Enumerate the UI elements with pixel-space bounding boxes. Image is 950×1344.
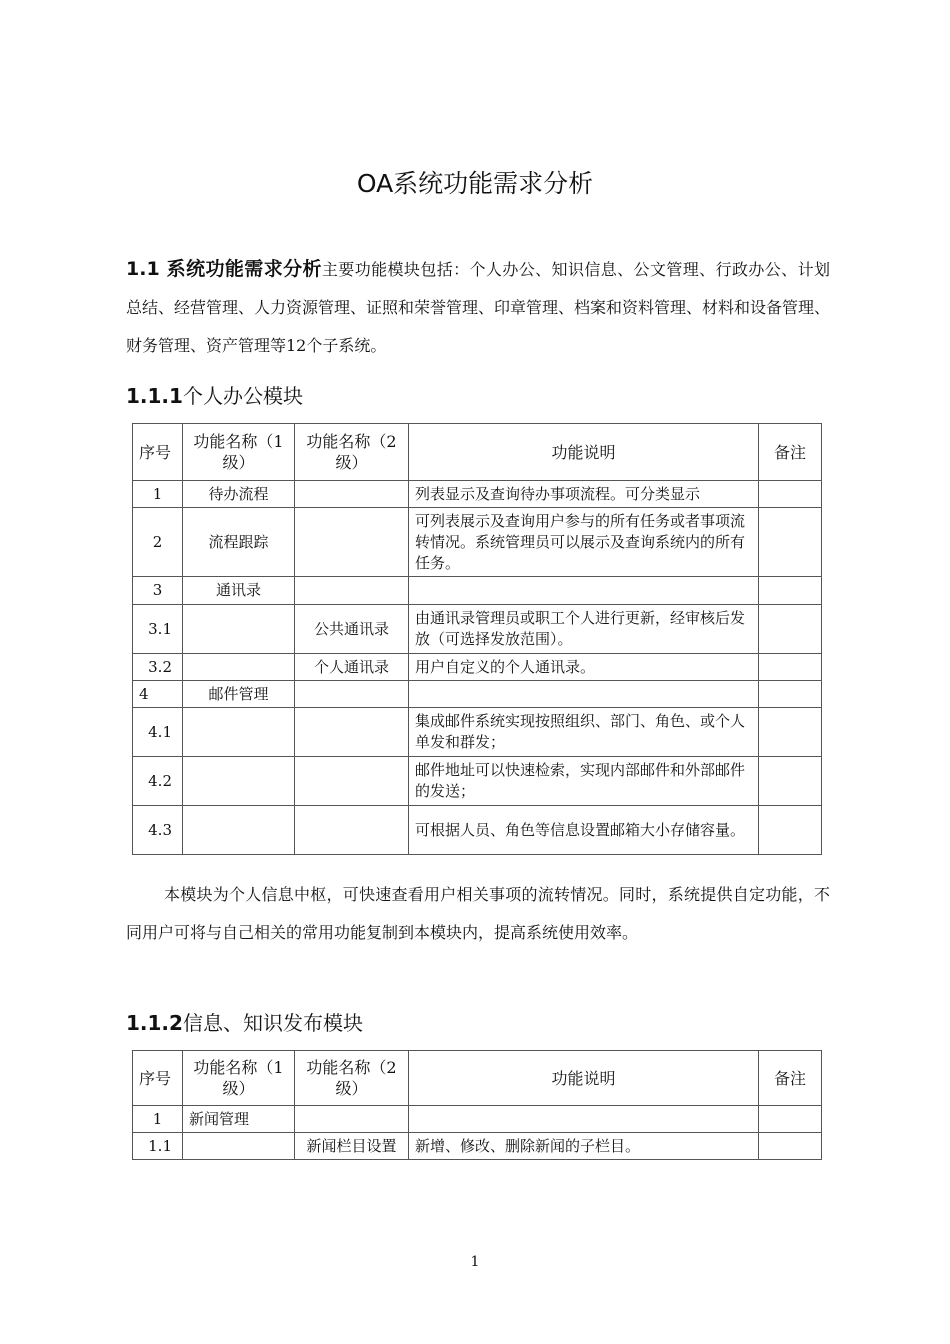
row-l1 [183,654,295,681]
table-row [133,1133,822,1160]
row-l1: 邮件管理 [183,681,295,708]
header-no: 序号 [133,424,183,481]
table-row [133,757,822,806]
row-l2 [295,757,409,806]
row-no: 4.2 [133,757,183,806]
row-l1 [183,605,295,654]
row-note [759,1133,822,1160]
row-no: 4 [133,681,183,708]
header-l1: 功能名称（1级） [183,424,295,481]
row-desc [409,681,759,708]
table-row [133,1106,822,1133]
header-l1: 功能名称（1级） [183,1051,295,1106]
row-no: 4.1 [133,708,183,757]
row-note [759,481,822,508]
table-row [133,708,822,757]
row-note [759,708,822,757]
row-l1 [183,806,295,855]
section-1-1-1-heading [126,380,303,409]
table-header-row [133,424,822,481]
row-no: 2 [133,508,183,577]
header-note: 备注 [759,1051,822,1106]
row-l2: 公共通讯录 [295,605,409,654]
row-desc: 可列表展示及查询用户参与的所有任务或者事项流转情况。系统管理员可以展示及查询系统内的所有任务。 [409,508,759,577]
page-number: 1 [470,1254,480,1270]
personal-office-table [132,423,822,855]
row-desc [409,577,759,605]
row-desc: 新增、修改、删除新闻的子栏目。 [409,1133,759,1160]
row-desc [409,1106,759,1133]
row-l2: 新闻栏目设置 [295,1133,409,1160]
header-l2: 功能名称（2级） [295,424,409,481]
section-number: 1.1.1 [126,384,183,408]
table-row [133,508,822,577]
row-note [759,681,822,708]
row-l1: 通讯录 [183,577,295,605]
row-l2 [295,481,409,508]
header-note: 备注 [759,424,822,481]
row-l2 [295,1106,409,1133]
row-note [759,1106,822,1133]
row-desc: 邮件地址可以快速检索，实现内部邮件和外部邮件的发送； [409,757,759,806]
row-desc: 可根据人员、角色等信息设置邮箱大小存储容量。 [409,806,759,855]
header-l2: 功能名称（2级） [295,1051,409,1106]
row-no: 1 [133,1106,183,1133]
row-note [759,806,822,855]
row-l2 [295,508,409,577]
row-desc: 用户自定义的个人通讯录。 [409,654,759,681]
table-row [133,654,822,681]
table-row [133,481,822,508]
info-knowledge-table [132,1050,822,1160]
row-note [759,577,822,605]
row-l1 [183,708,295,757]
table-row [133,577,822,605]
section-1-1-2-heading [126,1007,363,1036]
table-header-row [133,1051,822,1106]
row-l1: 新闻管理 [183,1106,295,1133]
row-l2 [295,806,409,855]
row-l2 [295,708,409,757]
row-no: 3.1 [133,605,183,654]
row-no: 1 [133,481,183,508]
row-desc-text: 列表显示及查询待办事项流程。可分类显示 [415,484,701,503]
row-note [759,757,822,806]
header-desc: 功能说明 [409,1051,759,1106]
row-no: 4.3 [133,806,183,855]
row-note [759,605,822,654]
header-no: 序号 [133,1051,183,1106]
row-l2 [295,681,409,708]
section-label: 个人办公模块 [182,384,303,408]
row-no: 3 [133,577,183,605]
header-desc: 功能说明 [409,424,759,481]
row-no: 1.1 [133,1133,183,1160]
section-1-1-text: 主要功能模块包括：个人办公、知识信息、公文管理、行政办公、计划总结、经营管理、人力资源管理、证照和荣誉管理、印章管理、档案和资料管理、材料和设备管理、财务管理、资产管理等12个子系统。 [126,260,831,355]
table-row [133,806,822,855]
section-1-1-heading: 1.1 系统功能需求分析 [126,258,322,280]
row-desc: 集成邮件系统实现按照组织、部门、角色、或个人单发和群发； [409,708,759,757]
table-row [133,681,822,708]
row-l1 [183,1133,295,1160]
row-no: 3.2 [133,654,183,681]
row-desc [409,481,759,508]
row-note [759,508,822,577]
row-l1: 流程跟踪 [183,508,295,577]
row-desc: 由通讯录管理员或职工个人进行更新，经审核后发放（可选择发放范围）。 [409,605,759,654]
document-title: OA系统功能需求分析 [356,169,594,198]
section-number: 1.1.2 [126,1011,183,1035]
module-description: 本模块为个人信息中枢，可快速查看用户相关事项的流转情况。同时，系统提供自定功能，不同用户可将与自己相关的常用功能复制到本模块内，提高系统使用效率。 [126,885,830,942]
row-l1 [183,757,295,806]
row-l2: 个人通讯录 [295,654,409,681]
table-row [133,605,822,654]
row-l2 [295,577,409,605]
row-note [759,654,822,681]
section-1-1 [126,250,830,365]
row-l1: 待办流程 [183,481,295,508]
section-label: 信息、知识发布模块 [182,1011,363,1035]
